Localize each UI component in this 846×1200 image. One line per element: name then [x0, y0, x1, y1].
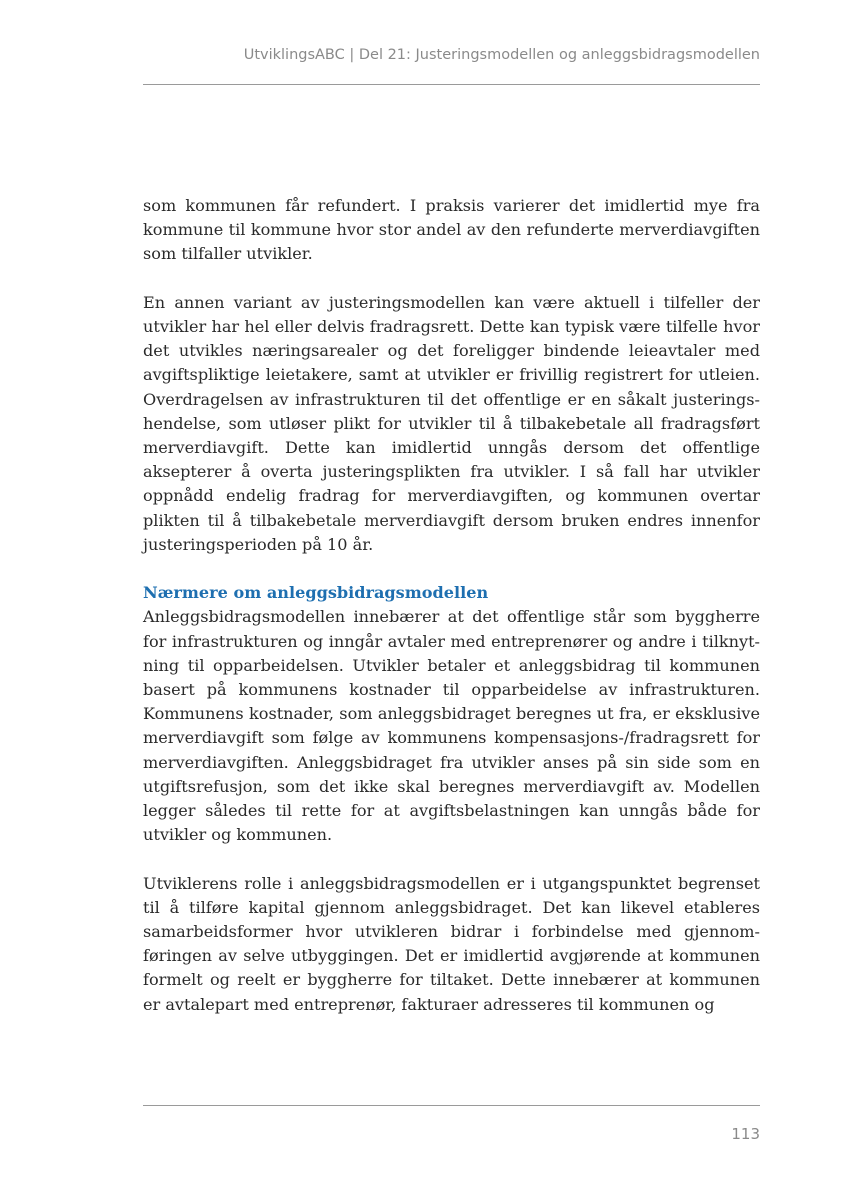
- paragraph: En annen variant av justeringsmodellen kan være aktuell i tilfeller der utvikler har hel eller delvis fradragsrett. Dette kan typisk være tilfelle hvor det utvikles næringsarealer og det foreligger bindende leieavtaler med avgiftspliktige leietakere, samt at utvikler er frivillig registrert for utleien. Overdragelsen av infrastrukturen til det offentlige er en såkalt justeringshendelse, som utløser plikt for utvikler til å tilbakebetale all fradragsført merverdiavgift. Dette kan imidlertid unngås dersom det offentlige aksepterer å overta justeringsplikten fra utvikler. I så fall har utvikler oppnådd endelig fradrag for merverdiavgiften, og kommunen overtar plikten til å tilbakebetale merverdiavgift dersom bruken endres innenfor justeringsperioden på 10 år.: [143, 292, 760, 554]
- section-heading: Nærmere om anleggsbidragsmodellen: [143, 583, 489, 603]
- page-number: 113: [731, 1125, 760, 1143]
- footer-divider: [143, 1105, 760, 1106]
- paragraph: Anleggsbidragsmodellen innebærer at det offentlige står som byggherre for infrastrukturen og inngår avtaler med entreprenører og andre i tilknytning til opparbeidelsen. Utvikler betaler et anleggsbidrag til kommunen basert på kommunens kostnader til opparbeidelse av infrastrukturen. Kommunens kostnader, som anleggsbidraget beregnes ut fra, er eksklusive merverdiavgift som følge av kommunens kompensasjons-/fradragsrett for merverdiavgiften. Anleggsbidraget fra utvikler anses på sin side som en utgiftsrefusjon, som det ikke skal beregnes merverdiavgift av. Modellen legger således til rette for at avgiftsbelastningen kan unngås både for utvikler og kommunen.: [143, 607, 760, 845]
- header-divider: [143, 84, 760, 85]
- body-text: [143, 194, 760, 1017]
- paragraph: som kommunen får refundert. I praksis varierer det imidlertid mye fra kommune til kommune hvor stor andel av den refunderte merverdiavgiften som tilfaller utvikler.: [143, 196, 760, 264]
- paragraph: Utviklerens rolle i anleggsbidragsmodellen er i utgangspunktet begrenset til å tilføre kapital gjennom anleggsbidraget. Det kan likevel etableres samarbeidsformer hvor utvikleren bidrar i forbindelse med gjennomføringen av selve utbyggingen. Det er imidlertid avgjørende at kommunen formelt og reelt er byggherre for tiltaket. Dette innebærer at kommunen er avtalepart med entreprenør, fakturaer adresseres til kommunen og: [143, 873, 760, 1014]
- running-header: UtviklingsABC | Del 21: Justeringsmodellen og anleggsbidragsmodellen: [243, 47, 760, 63]
